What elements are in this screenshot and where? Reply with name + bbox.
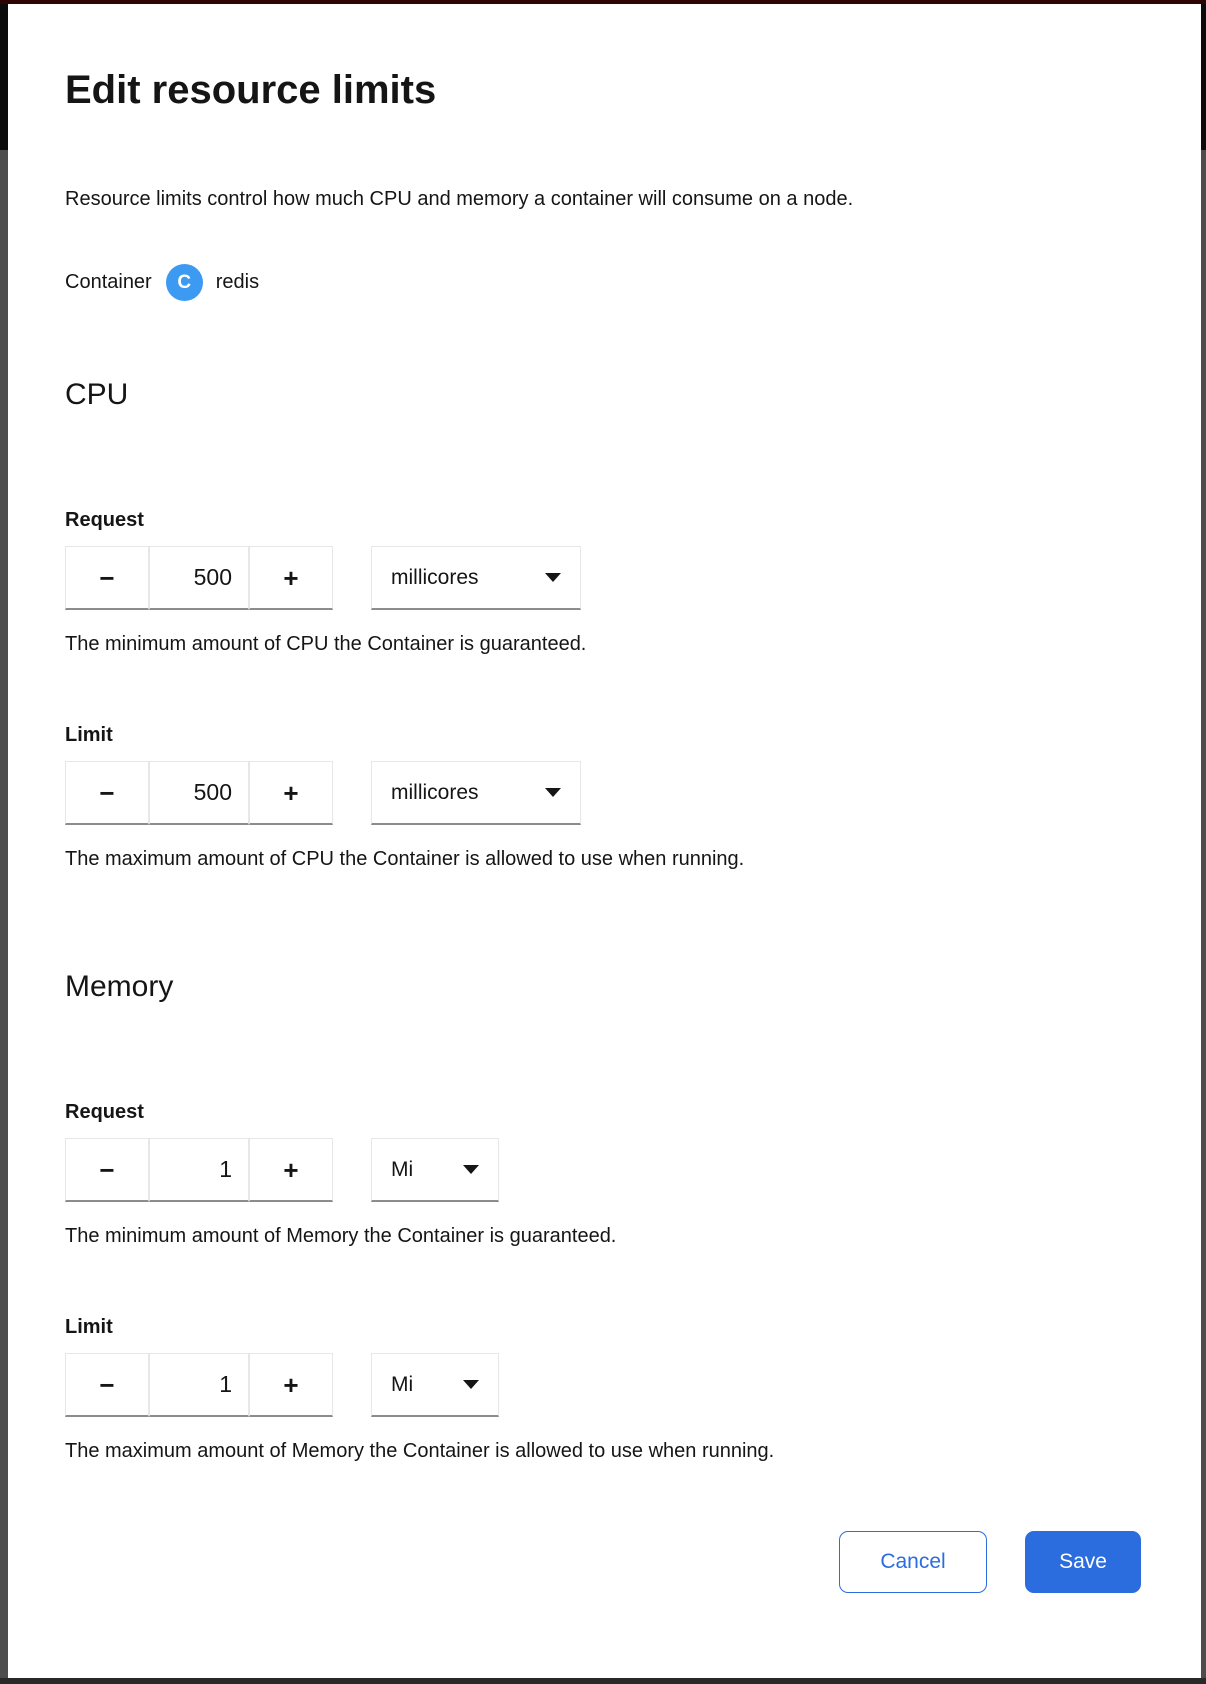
plus-icon: + [283, 562, 299, 593]
container-badge-letter: C [177, 271, 192, 293]
cpu-limit-value-input[interactable] [149, 761, 249, 825]
page-left-edge-dark [0, 0, 8, 150]
memory-request-unit-value: Mi [391, 1157, 414, 1181]
memory-limit-unit-dropdown[interactable] [371, 1353, 499, 1417]
cpu-request-label: Request [65, 509, 144, 531]
plus-icon: + [283, 777, 299, 808]
cpu-limit-number-spinner [65, 761, 333, 825]
memory-request-controls [65, 1138, 1141, 1202]
section-heading-memory: Memory [65, 970, 174, 1003]
minus-icon: − [99, 777, 115, 808]
cpu-limit-help-text: The maximum amount of CPU the Container is allowed to use when running. [65, 848, 745, 870]
edit-resource-limits-modal [8, 4, 1201, 1678]
caret-down-icon [545, 573, 561, 582]
save-button[interactable]: Save [1025, 1531, 1141, 1593]
page-bottom-edge [0, 1678, 1206, 1684]
cpu-request-decrement-button[interactable] [65, 546, 149, 610]
container-name: redis [215, 271, 260, 293]
memory-request-increment-button[interactable] [249, 1138, 333, 1202]
memory-limit-field [65, 1316, 1141, 1465]
section-heading-cpu: CPU [65, 378, 129, 411]
container-badge-icon [166, 264, 203, 301]
memory-limit-increment-button[interactable] [249, 1353, 333, 1417]
memory-limit-decrement-button[interactable] [65, 1353, 149, 1417]
memory-request-label: Request [65, 1101, 144, 1123]
cpu-limit-controls [65, 761, 1141, 825]
memory-request-unit-dropdown[interactable] [371, 1138, 499, 1202]
memory-request-field [65, 1101, 1141, 1250]
container-row [65, 264, 1141, 301]
masthead-top-edge [0, 0, 1206, 4]
cpu-request-unit-value: millicores [391, 565, 479, 589]
cpu-limit-label: Limit [65, 724, 113, 746]
minus-icon: − [99, 562, 115, 593]
memory-limit-value-input[interactable] [149, 1353, 249, 1417]
container-label: Container [65, 271, 152, 293]
memory-limit-label: Limit [65, 1316, 113, 1338]
plus-icon: + [283, 1369, 299, 1400]
cpu-request-number-spinner [65, 546, 333, 610]
cpu-limit-unit-dropdown[interactable] [371, 761, 581, 825]
cpu-request-unit-dropdown[interactable] [371, 546, 581, 610]
modal-footer [65, 1531, 1141, 1593]
cpu-limit-decrement-button[interactable] [65, 761, 149, 825]
cpu-request-help-text: The minimum amount of CPU the Container is guaranteed. [65, 633, 587, 655]
page-right-edge-dark [1201, 0, 1206, 150]
modal-description: Resource limits control how much CPU and memory a container will consume on a node. [65, 188, 854, 210]
modal-title: Edit resource limits [65, 68, 437, 112]
memory-request-value-input[interactable] [149, 1138, 249, 1202]
cpu-limit-field [65, 724, 1141, 873]
cpu-request-controls [65, 546, 1141, 610]
cpu-request-increment-button[interactable] [249, 546, 333, 610]
plus-icon: + [283, 1154, 299, 1185]
memory-limit-controls [65, 1353, 1141, 1417]
minus-icon: − [99, 1369, 115, 1400]
memory-limit-unit-value: Mi [391, 1372, 414, 1396]
memory-limit-help-text: The maximum amount of Memory the Container is allowed to use when running. [65, 1440, 775, 1462]
caret-down-icon [463, 1380, 479, 1389]
minus-icon: − [99, 1154, 115, 1185]
cancel-button[interactable]: Cancel [839, 1531, 987, 1593]
cpu-request-value-input[interactable] [149, 546, 249, 610]
page-left-edge [0, 0, 8, 1684]
memory-request-decrement-button[interactable] [65, 1138, 149, 1202]
caret-down-icon [463, 1165, 479, 1174]
cpu-limit-unit-value: millicores [391, 780, 479, 804]
memory-limit-number-spinner [65, 1353, 333, 1417]
memory-request-number-spinner [65, 1138, 333, 1202]
page-right-edge [1201, 0, 1206, 1684]
cpu-request-field [65, 509, 1141, 658]
caret-down-icon [545, 788, 561, 797]
cpu-limit-increment-button[interactable] [249, 761, 333, 825]
memory-request-help-text: The minimum amount of Memory the Container is guaranteed. [65, 1225, 617, 1247]
